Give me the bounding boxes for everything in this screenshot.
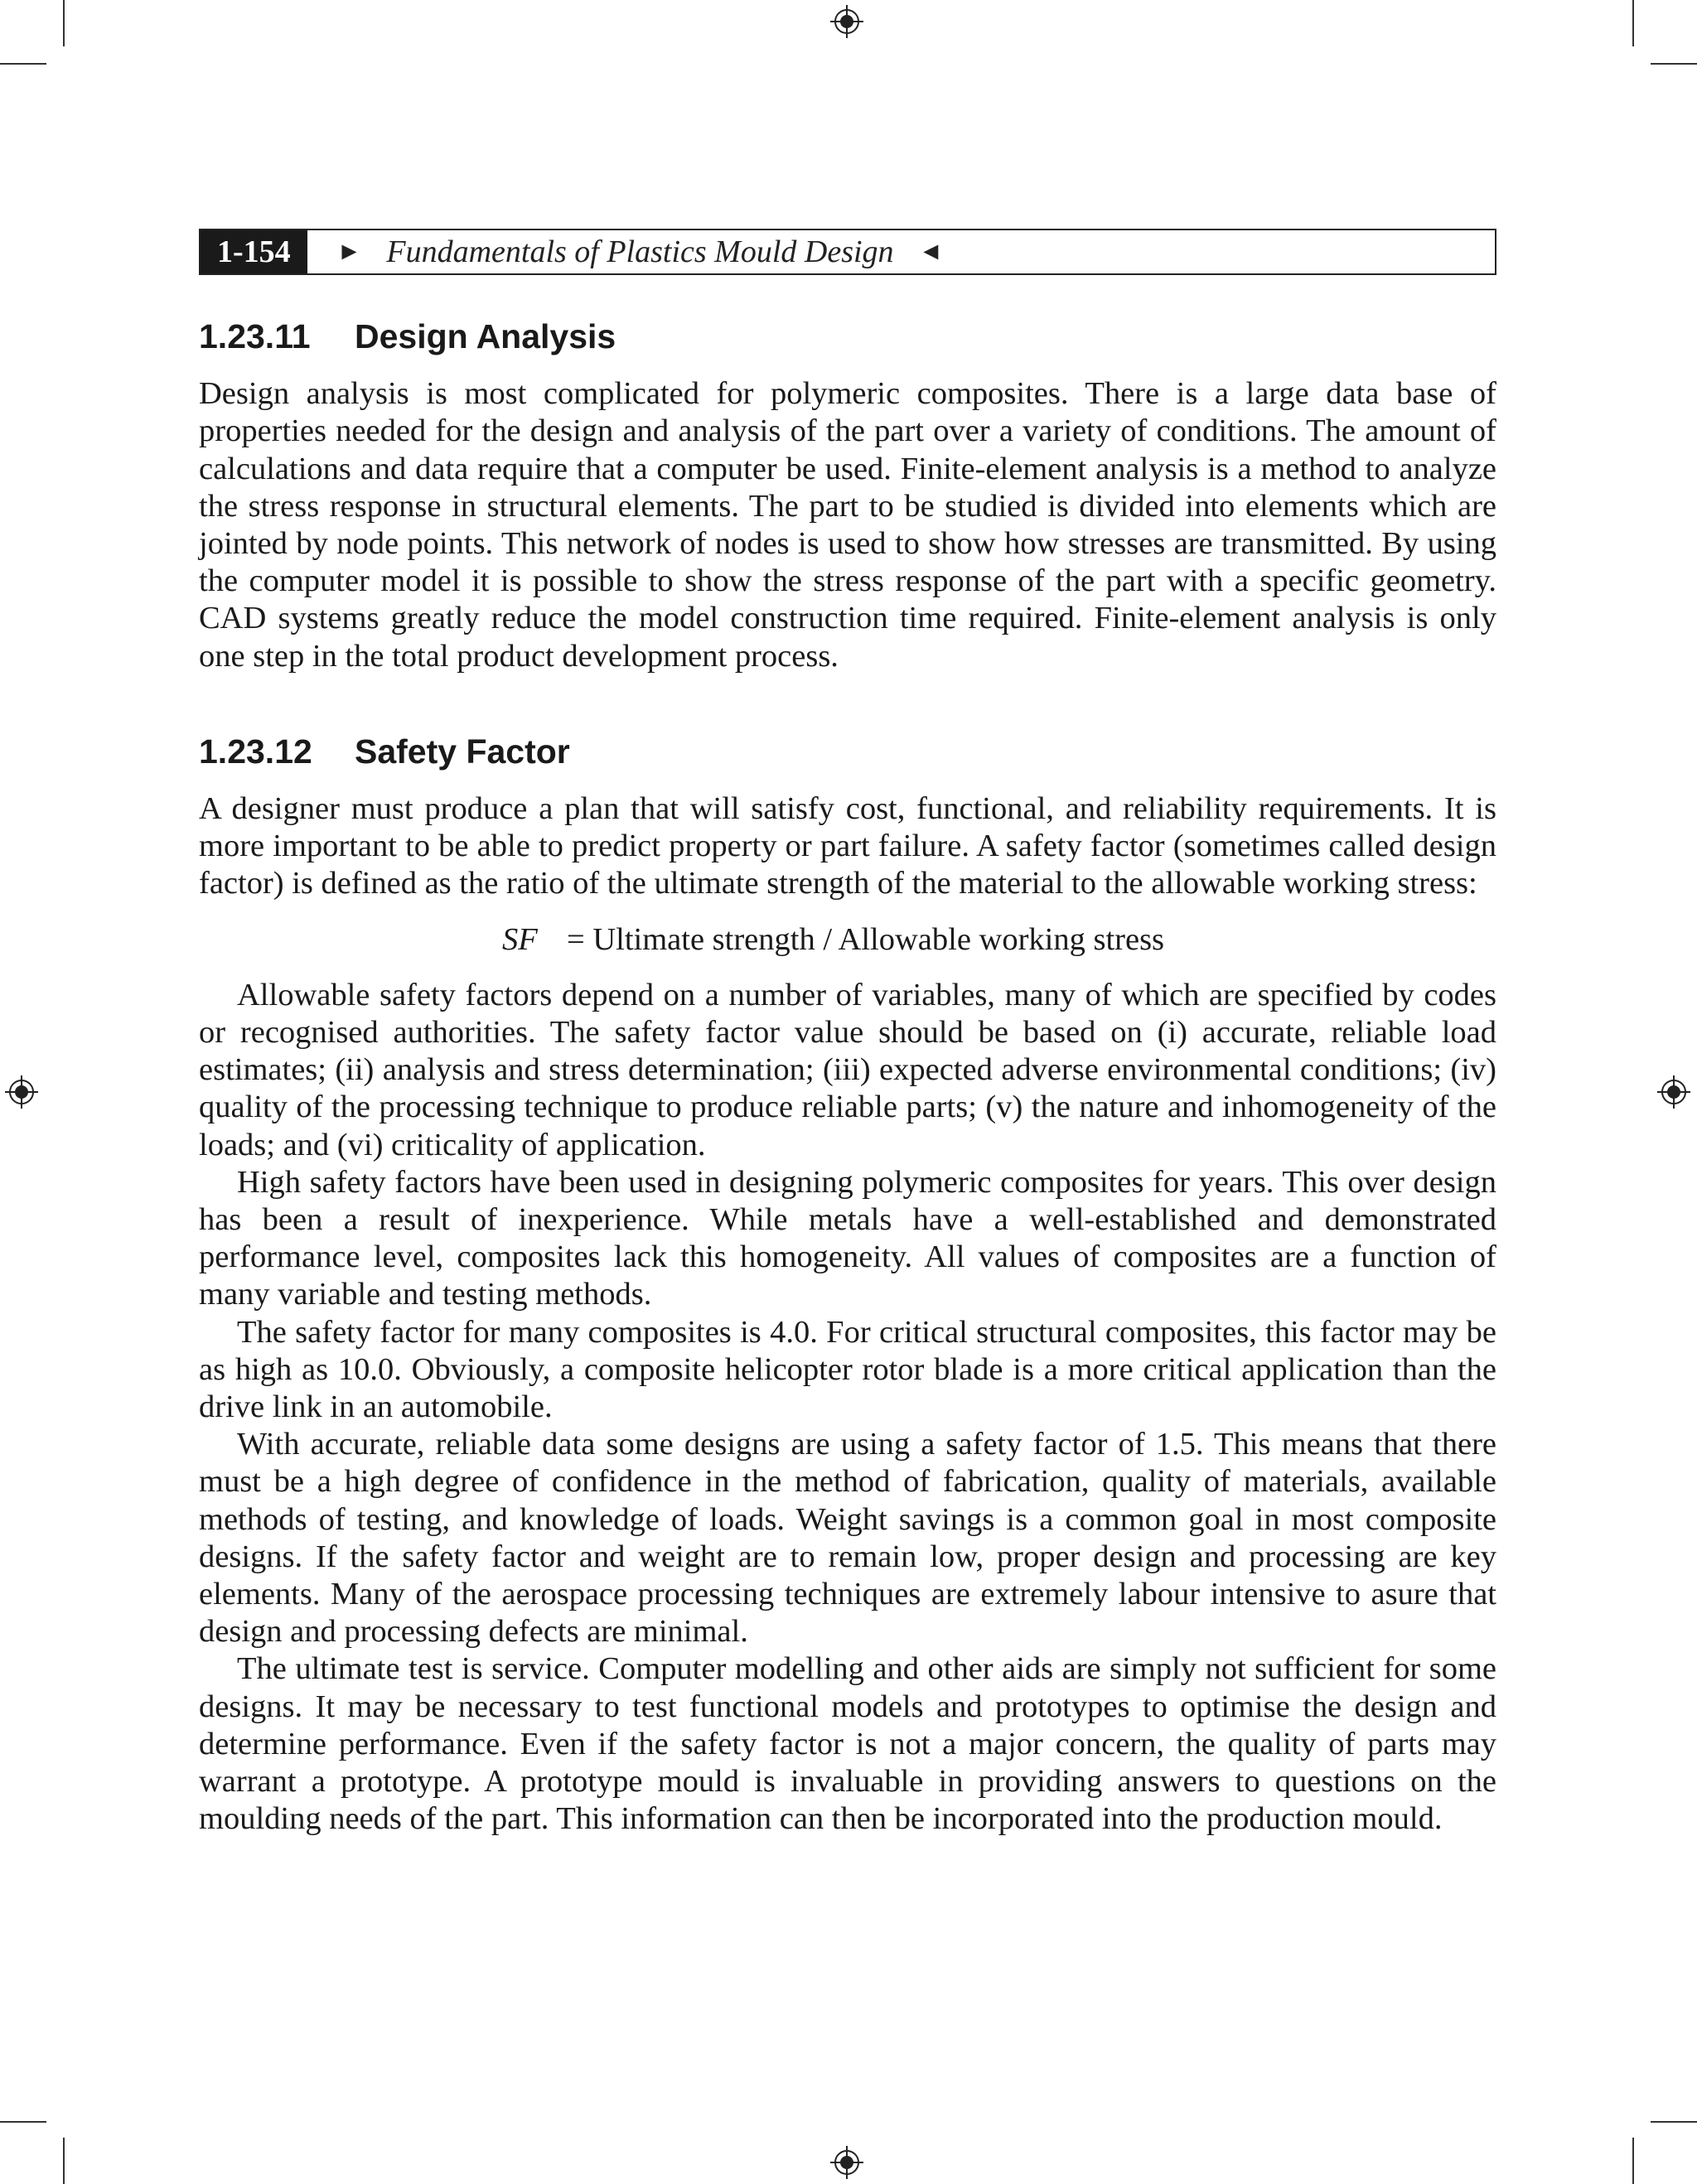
registration-mark-right (1657, 1075, 1690, 1109)
section-number: 1.23.12 (199, 732, 312, 771)
safety-factor-formula (502, 921, 1496, 959)
crop-mark-top-left-h (0, 63, 46, 65)
crop-mark-top-right-v (1632, 0, 1634, 46)
crop-mark-bottom-right-v (1632, 2138, 1634, 2184)
formula-expression: = Ultimate strength / Allowable working stress (567, 921, 1165, 957)
crop-mark-bottom-left-v (63, 2138, 65, 2184)
registration-mark-top (830, 5, 863, 38)
formula-symbol: SF (502, 921, 538, 957)
paragraph: With accurate, reliable data some designs are using a safety factor of 1.5. This means that there must be a high degree of confidence in the method of fabrication, quality of materials, available methods of testing, and knowledge of loads. Weight savings is a common goal in most composite designs. If the safety factor and weight are to remain low, proper design and processing are key elements. Many of the aerospace processing techniques are extremely labour intensive to asure that design and processing defects are minimal. (199, 1427, 1496, 1650)
section-heading-design-analysis (199, 316, 1496, 357)
page-body (199, 316, 1496, 1838)
crop-mark-bottom-left-h (0, 2121, 46, 2123)
registration-mark-bottom (830, 2146, 863, 2179)
section-title: Safety Factor (355, 732, 570, 771)
paragraph: High safety factors have been used in designing polymeric composites for years. This over design has been a result of inexperience. While metals have a well-established and demonstrated performance level, composites lack this homogeneity. All values of composites are a function of many variable and testing methods. (199, 1164, 1496, 1312)
section-number: 1.23.11 (199, 317, 311, 355)
paragraph: The ultimate test is service. Computer modelling and other aids are simply not sufficient for some designs. It may be necessary to test functional models and prototypes to optimise the design and determine performance. Even if the safety factor is not a major concern, the quality of parts may warrant a prototype. A prototype mould is invaluable in providing answers to questions on the moulding needs of the part. This information can then be incorporated into the production mould. (199, 1651, 1496, 1837)
left-arrow-icon: ◄ (918, 238, 944, 265)
running-header (199, 229, 1496, 275)
section-heading-safety-factor (199, 732, 1496, 772)
page-number: 1-154 (201, 230, 307, 273)
right-arrow-icon: ► (336, 238, 362, 265)
book-title: Fundamentals of Plastics Mould Design (386, 234, 894, 269)
crop-mark-top-right-h (1651, 63, 1697, 65)
paragraph: Allowable safety factors depend on a number of variables, many of which are specified by codes or recognised authorities. The safety factor value should be based on (i) accurate, reliable load estimates; (ii) analysis and stress determination; (iii) expected adverse environmental conditions; (iv) quality of the processing technique to produce reliable parts; (v) the nature and inhomogeneity of the loads; and (vi) criticality of application. (199, 977, 1496, 1162)
crop-mark-bottom-right-h (1651, 2121, 1697, 2123)
paragraph: A designer must produce a plan that will satisfy cost, functional, and reliability requirements. It is more important to be able to predict property or part failure. A safety factor (sometimes called design factor) is defined as the ratio of the ultimate strength of the material to the allowable working stress: (199, 791, 1496, 901)
section-title: Design Analysis (355, 317, 616, 355)
crop-mark-top-left-v (63, 0, 65, 46)
running-title (307, 234, 944, 270)
paragraph: Design analysis is most complicated for polymeric composites. There is a large data base of properties needed for the design and analysis of the part over a variety of conditions. The amount of calculations and data require that a computer be used. Finite-element analysis is a method to analyze the stress response in structural elements. The part to be studied is divided into elements which are jointed by node points. This network of nodes is used to show how stresses are transmitted. By using the computer model it is possible to show the stress response of the part with a specific geometry. CAD systems greatly reduce the model construction time required. Finite-element analysis is only one step in the total product development process. (199, 376, 1496, 674)
paragraph: The safety factor for many composites is 4.0. For critical structural composites, this factor may be as high as 10.0. Obviously, a composite helicopter rotor blade is a more critical application than the drive link in an automobile. (199, 1314, 1496, 1425)
registration-mark-left (5, 1075, 38, 1109)
